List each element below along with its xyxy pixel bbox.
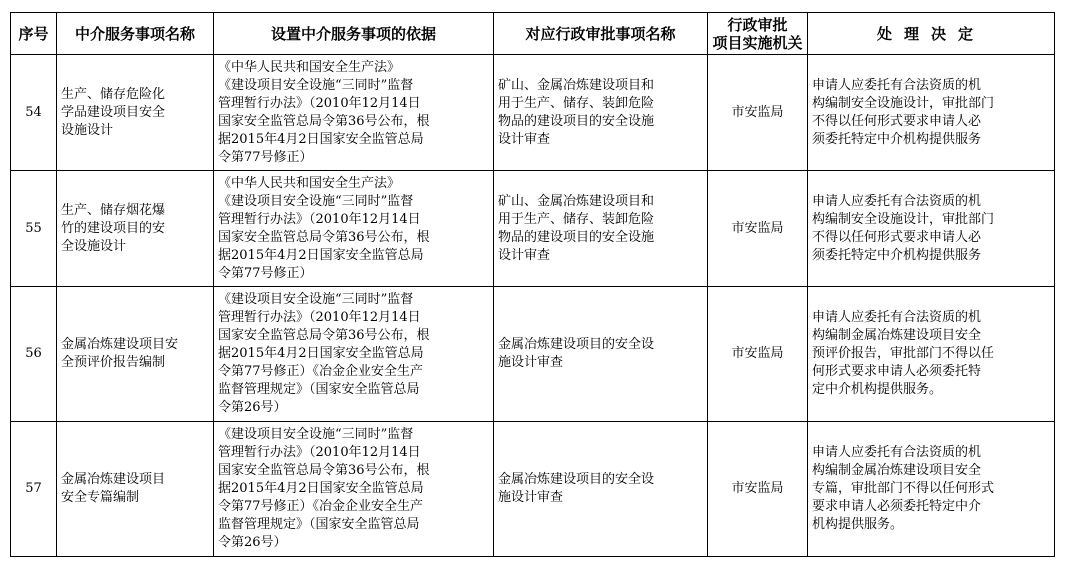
text-line: 令第77号修正） [218,265,313,281]
text-line: 竹的建设项目的安 [61,220,166,236]
text-line: 构编制安全设施设计，审批部门 [812,211,995,227]
header-approval: 对应行政审批事项名称 [494,13,708,55]
text-line: 不得以任何形式要求申请人必 [812,229,982,245]
header-agency-line2: 项目实施机关 [712,33,803,52]
text-line: 令第77号修正）《冶金企业安全生产 [218,364,424,379]
text-line: 何形式要求申请人必须委托特 [812,364,982,379]
text-line: 构编制金属冶炼建设项目安全 [812,328,982,343]
document-table [10,12,1055,557]
cell-item [57,287,214,422]
text-line: 申请人应委托有合法资质的机 [812,77,982,93]
cell-agency: 市安监局 [708,55,808,171]
text-line: 管理暂行办法》（2010年12月14日 [218,95,421,111]
text-line: 金属冶炼建设项目的安全设 [498,472,655,487]
cell-agency: 市安监局 [708,171,808,287]
header-seq: 序号 [11,13,57,55]
cell-agency: 市安监局 [708,287,808,422]
cell-basis [214,171,494,287]
text-line: 监督管理规定》（国家安全监管总局 [218,382,420,397]
text-line: 施设计审查 [498,490,564,505]
text-line: 《建设项目安全设施“三同时”监督 [218,77,414,93]
cell-decision [808,55,1055,171]
text-line: 管理暂行办法》（2010年12月14日 [218,310,421,325]
text-line: 金属冶炼建设项目的安全设 [498,337,655,352]
header-decision: 处理决定 [808,13,1055,55]
header-agency-line1: 行政审批 [727,15,788,34]
text-line: 构编制金属冶炼建设项目安全 [812,463,982,478]
cell-approval [494,287,708,422]
text-line: 生产、储存烟花爆 [61,202,166,218]
text-line: 物品的建设项目的安全设施 [498,229,655,245]
cell-basis [214,422,494,557]
text-line: 国家安全监管总局令第36号公布，根 [218,463,430,478]
cell-approval [494,55,708,171]
cell-seq: 54 [11,55,57,171]
cell-seq: 57 [11,422,57,557]
text-line: 申请人应委托有合法资质的机 [812,445,982,460]
text-line: 用于生产、储存、装卸危险 [498,211,655,227]
cell-agency: 市安监局 [708,422,808,557]
text-line: 申请人应委托有合法资质的机 [812,310,982,325]
text-line: 国家安全监管总局令第36号公布，根 [218,328,430,343]
text-line: 监督管理规定》（国家安全监管总局 [218,517,420,532]
text-line: 构编制安全设施设计，审批部门 [812,95,995,111]
text-line: 《建设项目安全设施“三同时”监督 [218,427,414,442]
text-line: 物品的建设项目的安全设施 [498,113,655,129]
cell-decision [808,171,1055,287]
cell-seq: 55 [11,171,57,287]
text-line: 《中华人民共和国安全生产法》 [218,175,401,191]
text-line: 金属冶炼建设项目 [61,472,166,487]
text-line: 预评价报告，审批部门不得以任 [812,346,995,361]
text-line: 矿山、金属冶炼建设项目和 [498,77,655,93]
text-line: 施设计审查 [498,355,564,370]
text-line: 学品建设项目安全 [61,104,166,120]
header-basis: 设置中介服务事项的依据 [214,13,494,55]
cell-basis [214,287,494,422]
text-line: 令第77号修正） [218,149,313,165]
cell-item [57,171,214,287]
text-line: 矿山、金属冶炼建设项目和 [498,193,655,209]
text-line: 须委托特定中介机构提供服务 [812,247,982,263]
text-line: 专篇，审批部门不得以任何形式 [812,481,995,496]
text-line: 据2015年4月2日国家安全监管总局 [218,131,424,147]
text-line: 须委托特定中介机构提供服务 [812,131,982,147]
text-line: 全预评价报告编制 [61,355,166,370]
cell-item [57,55,214,171]
text-line: 生产、储存危险化 [61,86,166,102]
text-line: 《建设项目安全设施“三同时”监督 [218,193,414,209]
text-line: 《中华人民共和国安全生产法》 [218,59,401,75]
table-row [11,55,1055,171]
cell-basis [214,55,494,171]
text-line: 金属冶炼建设项目安 [61,337,179,352]
cell-approval [494,171,708,287]
text-line: 设计审查 [498,247,551,263]
text-line: 用于生产、储存、装卸危险 [498,95,655,111]
text-line: 申请人应委托有合法资质的机 [812,193,982,209]
cell-approval [494,422,708,557]
table-row [11,171,1055,287]
cell-decision [808,422,1055,557]
text-line: 令第26号） [218,535,287,550]
text-line: 全设施设计 [61,238,127,254]
text-line: 《建设项目安全设施“三同时”监督 [218,292,414,307]
text-line: 令第26号） [218,400,287,415]
text-line: 机构提供服务。 [812,517,904,532]
text-line: 国家安全监管总局令第36号公布，根 [218,229,430,245]
text-line: 令第77号修正）《冶金企业安全生产 [218,499,424,514]
text-line: 国家安全监管总局令第36号公布，根 [218,113,430,129]
cell-decision [808,287,1055,422]
header-agency [708,13,808,55]
header-item: 中介服务事项名称 [57,13,214,55]
text-line: 要求申请人必须委托特定中介 [812,499,982,514]
text-line: 据2015年4月2日国家安全监管总局 [218,247,424,263]
text-line: 安全专篇编制 [61,490,140,505]
text-line: 据2015年4月2日国家安全监管总局 [218,346,424,361]
table-header-row [11,13,1055,55]
cell-item [57,422,214,557]
table-row [11,287,1055,422]
text-line: 设施设计 [61,122,114,138]
text-line: 据2015年4月2日国家安全监管总局 [218,481,424,496]
text-line: 定中介机构提供服务。 [812,382,943,397]
text-line: 设计审查 [498,131,551,147]
text-line: 管理暂行办法》（2010年12月14日 [218,211,421,227]
cell-seq: 56 [11,287,57,422]
text-line: 不得以任何形式要求申请人必 [812,113,982,129]
text-line: 管理暂行办法》（2010年12月14日 [218,445,421,460]
table-row [11,422,1055,557]
